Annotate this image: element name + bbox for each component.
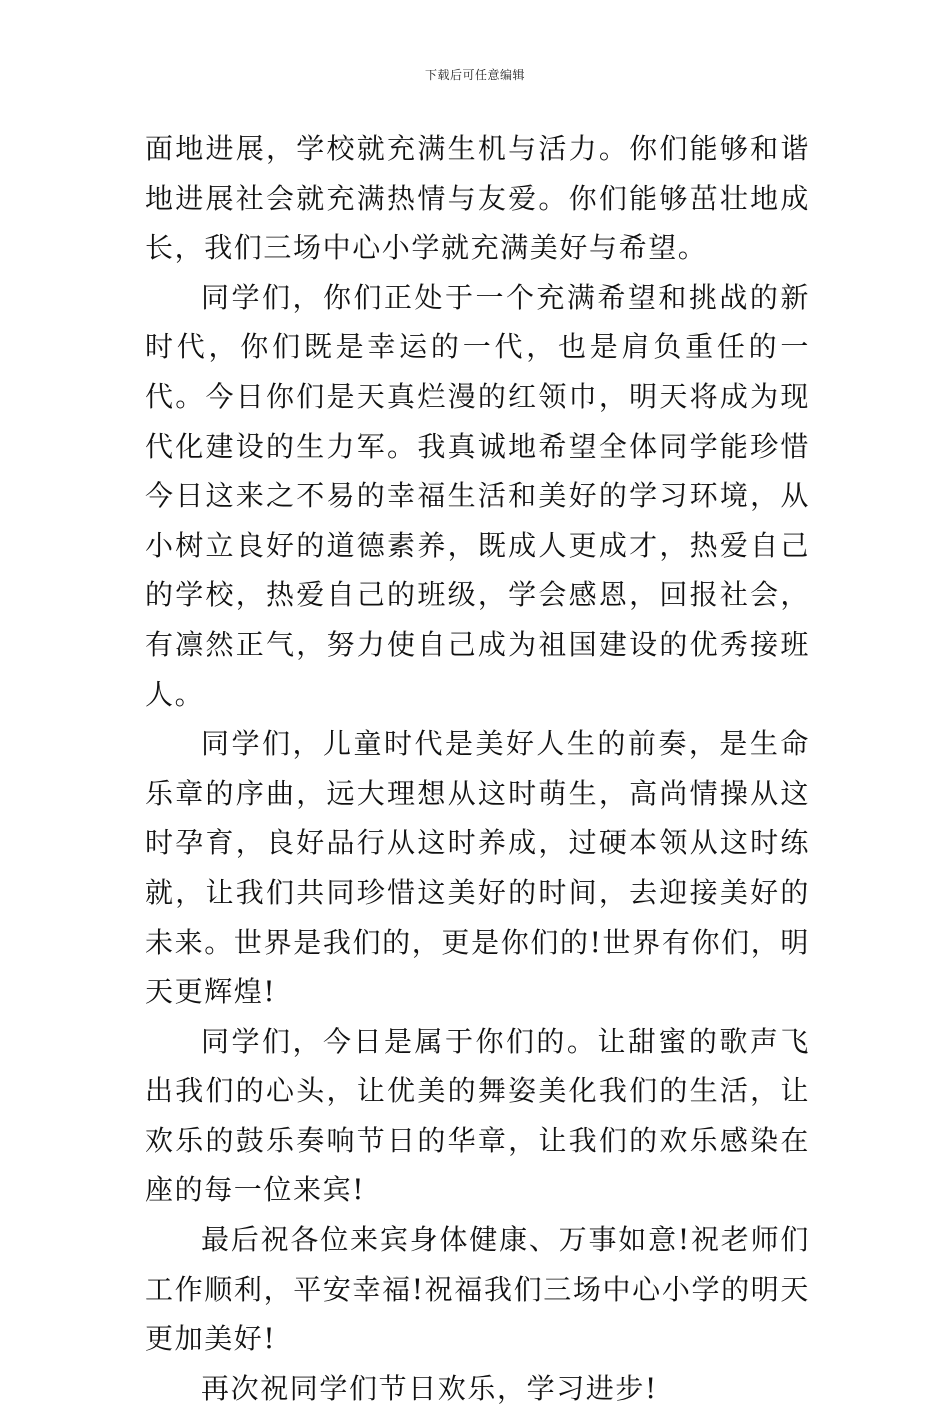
paragraph-6: 再次祝同学们节日欢乐，学习进步! (201, 1371, 658, 1405)
paragraph-5: 最后祝各位来宾身体健康、万事如意!祝老师们工作顺利，平安幸福!祝福我们三场中心小学的明天更加美好! (145, 1223, 810, 1356)
paragraph-4: 同学们，今日是属于你们的。让甜蜜的歌声飞出我们的心头，让优美的舞姿美化我们的生活，让欢乐的鼓乐奏响节日的华章，让我们的欢乐感染在座的每一位来宾! (145, 1024, 810, 1207)
paragraph-3: 同学们，儿童时代是美好人生的前奏，是生命乐章的序曲，远大理想从这时萌生，高尚情操从这时孕育，良好品行从这时养成，过硬本领从这时练就，让我们共同珍惜这美好的时间，去迎接美好的未来。世界是我们的，更是你们的!世界有你们，明天更辉煌! (145, 727, 810, 1009)
document-body (145, 124, 810, 1413)
paragraph-1: 面地进展，学校就充满生机与活力。你们能够和谐地进展社会就充满热情与友爱。你们能够茁壮地成长，我们三场中心小学就充满美好与希望。 (145, 132, 810, 265)
page-header-note: 下载后可任意编辑 (424, 68, 525, 82)
paragraph-2: 同学们，你们正处于一个充满希望和挑战的新时代，你们既是幸运的一代，也是肩负重任的一代。今日你们是天真烂漫的红领巾，明天将成为现代化建设的生力军。我真诚地希望全体同学能珍惜今日这来之不易的幸福生活和美好的学习环境，从小树立良好的道德素养，既成人更成才，热爱自己的学校，热爱自己的班级，学会感恩，回报社会，有凛然正气，努力使自己成为祖国建设的优秀接班人。 (145, 280, 810, 711)
